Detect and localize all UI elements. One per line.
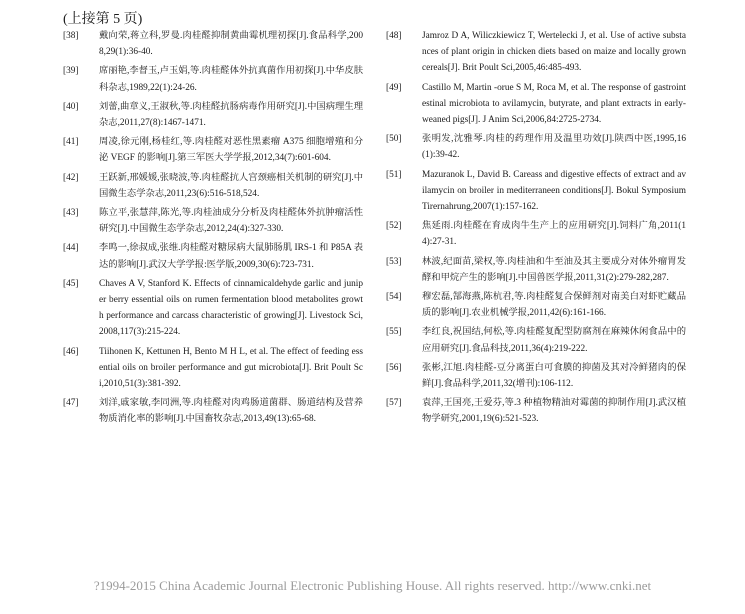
reference-number: [38] [63, 31, 79, 41]
reference-item [386, 28, 686, 77]
continuation-header: (上接第 5 页) [63, 12, 143, 27]
reference-number: [41] [63, 137, 79, 148]
reference-item [63, 134, 363, 166]
reference-text: Tiihonen K, Kettunen H, Bento M H L, et al. The effect of feeding essential oils on broiler performance and gut microbiota[J]. Brit Poult Sci,2010,51(3):381-392. [99, 346, 363, 390]
reference-number: [51] [386, 169, 402, 180]
reference-text: 刘洋,戚家敏,李同洲,等.肉桂醛对肉鸡肠道菌群、肠道结构及营养物质消化率的影响[J].中国畜牧杂志,2013,49(13):65-68. [99, 398, 363, 425]
reference-text: 周凌,徐元刚,杨桂红,等.肉桂醛对恶性黑素瘤 A375 细胞增殖和分泌 VEGF 的影响[J].第三军医大学学报,2012,34(7):601-604. [99, 137, 363, 164]
reference-item [63, 344, 363, 393]
reference-item [63, 395, 363, 427]
reference-text: Mazuranok L, David B. Careass and digestive effects of extract and avilamycin on broiler in mediterraneen conditions[J]. Bokul Symposium Tirernahrung,2007(1):157-162. [422, 169, 686, 213]
reference-number: [54] [386, 292, 402, 303]
reference-item [63, 99, 363, 131]
reference-item [386, 395, 686, 427]
reference-item [63, 276, 363, 341]
references-right-column [386, 28, 686, 431]
reference-item [386, 131, 686, 163]
reference-text: 李鸣一,徐叔成,张维.肉桂醛对糖尿病大鼠肺肠肌 IRS-1 和 P85A 表达的影响[J].武汉大学学报:医学版,2009,30(6):723-731. [99, 243, 363, 270]
reference-item [63, 170, 363, 202]
reference-text: Jamroz D A, Wiliczkiewicz T, Wertelecki J, et al. Use of active substances of plant origin in chicken diets based on maize and locally grown cereals[J]. Brit Poult Sci,2005,46:485-493. [422, 31, 686, 74]
reference-number: [43] [63, 208, 79, 219]
reference-text: 王跃新,邢媛媛,张晓波,等.肉桂醛抗人宫颈癌相关机制的研究[J].中国微生态学杂志,2011,23(6):516-518,524. [99, 172, 363, 199]
reference-number: [45] [63, 278, 79, 289]
reference-item [386, 324, 686, 356]
reference-text: 袁萍,王国亮,王爱芬,等.3 种植物精油对霉菌的抑制作用[J].武汉植物学研究,2001,19(6):521-523. [422, 398, 686, 425]
reference-number: [47] [63, 398, 79, 409]
reference-number: [48] [386, 31, 402, 41]
reference-item [386, 218, 686, 250]
reference-number: [57] [386, 398, 402, 409]
reference-text: 穆宏磊,郜海燕,陈杭君,等.肉桂醛复合保鲜剂对南美白对虾贮藏品质的影响[J].农业机械学报,2011,42(6):161-166. [422, 292, 686, 319]
reference-number: [39] [63, 66, 79, 77]
reference-item [63, 240, 363, 272]
reference-number: [55] [386, 327, 402, 338]
reference-text: 张彬,江旭.肉桂醛-豆分离蛋白可食膜的抑菌及其对冷鲜猪肉的保鲜[J].食品科学,2011,32(增刊):106-112. [422, 362, 686, 390]
reference-text: 戴向荣,蒋立科,罗曼.肉桂醛抑制黄曲霉机理初探[J].食品科学,2008,29(1):36-40. [99, 31, 363, 58]
reference-text: 林波,纪面苗,梁权,等.肉桂油和牛至油及其主要成分对体外瘤胃发酵和甲烷产生的影响[J].中国兽医学报,2011,31(2):279-282,287. [422, 256, 686, 283]
reference-text: Castillo M, Martin -orue S M, Roca M, et al. The response of gastrointestinal microbiota to avilamycin, butyrate, and plant extracts in early-weaned pigs[J]. J Anim Sci,2006,84:2725-2734. [422, 82, 686, 126]
reference-number: [44] [63, 243, 79, 254]
reference-text: 刘蕾,曲章义,王淑秋,等.肉桂醛抗肠病毒作用研究[J].中国病理生理杂志,2011,27(8):1467-1471. [99, 101, 363, 129]
reference-text: 张明发,沈雅琴.肉桂的药理作用及温里功效[J].陕西中医,1995,16(1):39-42. [422, 134, 686, 161]
reference-item [63, 63, 363, 95]
reference-text: Chaves A V, Stanford K. Effects of cinnamicaldehyde garlic and juniper berry essential oils on rumen fermentation blood metabolites growth performance and carcass characteristic of growing[J]. Livestock Sci,2008,117(3):215-224. [99, 278, 363, 338]
references-left-column [63, 28, 363, 431]
reference-text: 焦延雨.肉桂醛在育成肉牛生产上的应用研究[J].饲料广角,2011(14):27-31. [422, 221, 686, 248]
reference-item [386, 289, 686, 321]
reference-number: [46] [63, 346, 79, 357]
reference-text: 席丽艳,李督玉,卢玉娟,等.肉桂醛体外抗真菌作用初探[J].中华皮肤科杂志,1989,22(1):24-26. [99, 66, 363, 93]
reference-number: [52] [386, 221, 402, 232]
reference-number: [50] [386, 134, 402, 145]
reference-item [386, 80, 686, 129]
reference-number: [40] [63, 101, 79, 112]
copyright-footer: ?1994-2015 China Academic Journal Electronic Publishing House. All rights reserved. http://www.cnki.net [93, 578, 652, 593]
reference-number: [56] [386, 362, 402, 373]
reference-item [63, 28, 363, 60]
reference-number: [49] [386, 82, 402, 93]
reference-text: 李红良,祝国结,何松,等.肉桂醛复配型防腐剂在麻辣休闲食品中的应用研究[J].食品科技,2011,36(4):219-222. [422, 327, 686, 354]
reference-item [386, 360, 686, 392]
reference-item [63, 205, 363, 237]
reference-text: 陈立平,张慧萍,陈光,等.肉桂油成分分析及肉桂醛体外抗肿瘤活性研究[J].中国微生态学杂志,2012,24(4):327-330. [99, 208, 363, 235]
reference-number: [42] [63, 172, 79, 183]
reference-item [386, 167, 686, 216]
reference-item [386, 254, 686, 286]
reference-number: [53] [386, 256, 402, 267]
